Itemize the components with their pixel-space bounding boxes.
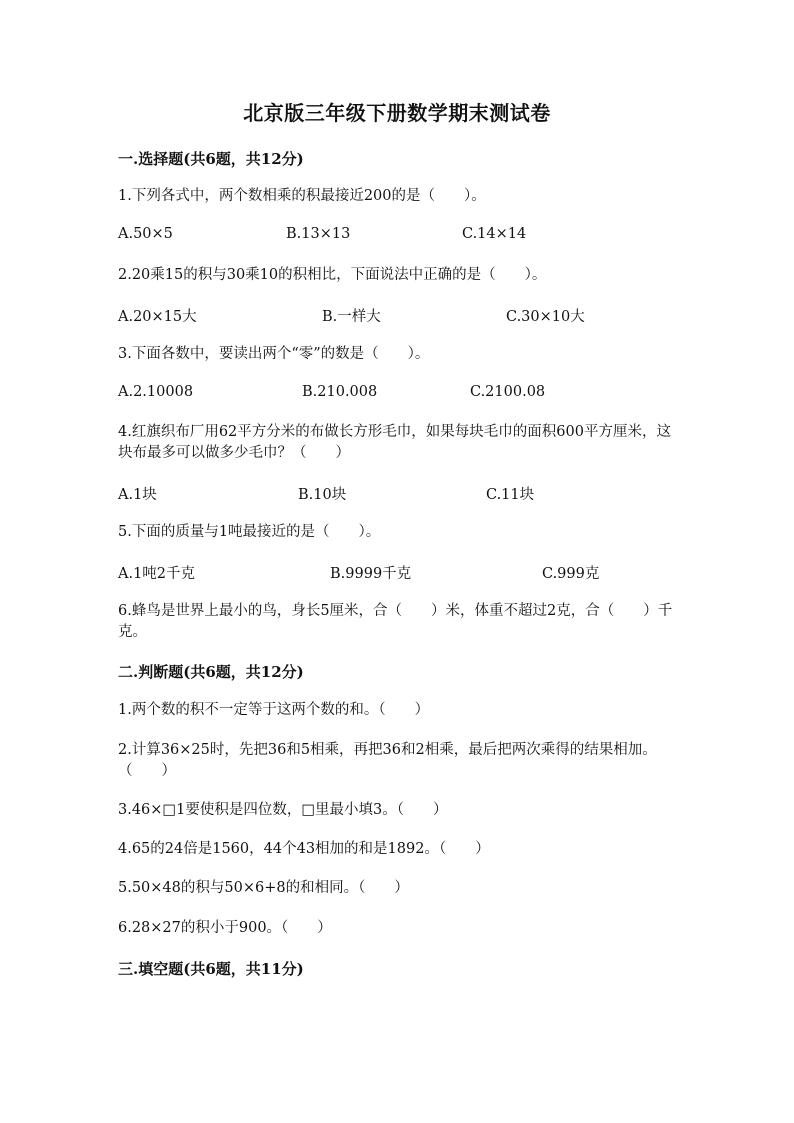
page-title: 北京版三年级下册数学期末测试卷 [243, 101, 551, 125]
judgement-question-5: 5.50×48的积与50×6+8的和相同。（ ） [118, 880, 409, 896]
option-c: C.14×14 [462, 226, 527, 242]
choice-options-3 [118, 384, 678, 406]
option-a: A.50×5 [118, 226, 173, 242]
choice-question-3: 3.下面各数中，要读出两个“零”的数是（ ）。 [118, 346, 430, 362]
choice-question-6: 6.蜂鸟是世界上最小的鸟，身长5厘米，合（ ）米，体重不超过2克，合（ ）千克。 [118, 603, 673, 640]
option-b: B.10块 [298, 487, 347, 503]
section-heading-fill-in: 三.填空题(共6题，共11分) [118, 960, 304, 978]
choice-question-1: 1.下列各式中，两个数相乘的积最接近200的是（ ）。 [118, 188, 486, 204]
judgement-question-2: 2.计算36×25时，先把36和5相乘，再把36和2相乘，最后把两次乘得的结果相加。（ ） [118, 742, 657, 779]
judgement-question-3: 3.46×□1要使积是四位数，□里最小填3。（ ） [118, 802, 448, 818]
option-b: B.9999千克 [330, 566, 412, 582]
section-heading-judgement: 二.判断题(共6题，共12分) [118, 663, 304, 681]
choice-options-4 [118, 483, 678, 505]
choice-question-5: 5.下面的质量与1吨最接近的是（ ）。 [118, 524, 381, 540]
judgement-question-4: 4.65的24倍是1560，44个43相加的和是1892。（ ） [118, 841, 490, 857]
option-c: C.999克 [542, 566, 600, 582]
option-a: A.2.10008 [118, 384, 194, 400]
option-c: C.30×10大 [506, 309, 585, 325]
choice-question-2: 2.20乘15的积与30乘10的积相比，下面说法中正确的是（ ）。 [118, 267, 547, 283]
option-a: A.1吨2千克 [118, 566, 196, 582]
option-b: B.210.008 [302, 384, 378, 400]
choice-options-1 [118, 226, 678, 248]
choice-question-4: 4.红旗织布厂用62平方分米的布做长方形毛巾，如果每块毛巾的面积600平方厘米，这块布最多可以做多少毛巾？（ ） [118, 424, 671, 461]
choice-options-5 [118, 562, 678, 584]
option-b: B.一样大 [322, 309, 381, 325]
section-heading-choice: 一.选择题(共6题，共12分) [118, 150, 304, 168]
choice-options-2 [118, 305, 678, 327]
option-b: B.13×13 [286, 226, 351, 242]
judgement-question-1: 1.两个数的积不一定等于这两个数的和。（ ） [118, 702, 430, 718]
option-c: C.2100.08 [470, 384, 546, 400]
option-c: C.11块 [486, 487, 535, 503]
judgement-question-6: 6.28×27的积小于900。（ ） [118, 920, 332, 936]
option-a: A.20×15大 [118, 309, 197, 325]
option-a: A.1块 [118, 487, 157, 503]
